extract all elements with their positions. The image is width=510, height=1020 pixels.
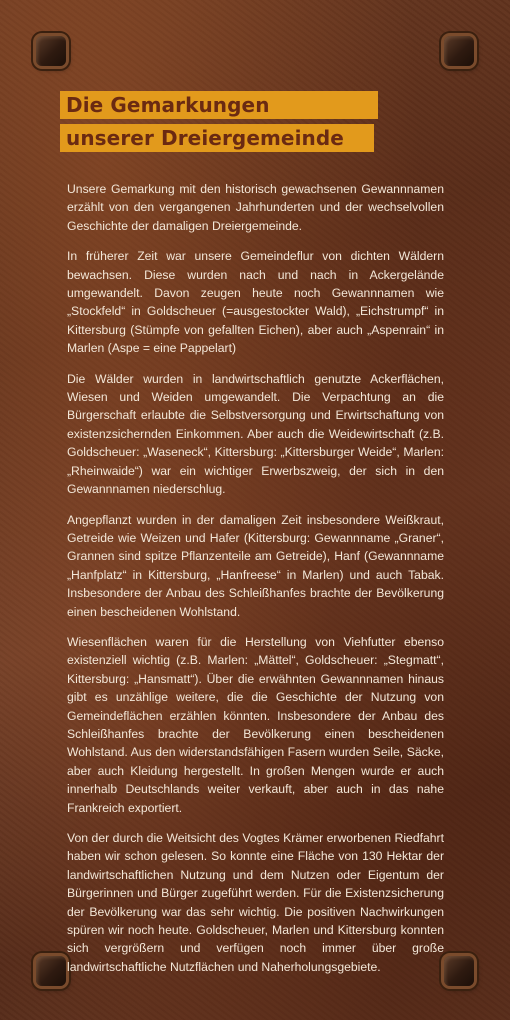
- title-band-line-1: [60, 91, 378, 119]
- body-text: [67, 180, 444, 988]
- paragraph-4: Angepflanzt wurden in der damaligen Zeit insbesondere Weißkraut, Getreide wie Weizen und Hafer (Kittersburg: Gewannname „Graner“, Grannen sind spitze Pflanzenteile am Getreide), Hanf (Gewannname „Hanfplatz“ in Kittersburg, „Hanfreese“ in Marlen) und auch Tabak. Insbesondere der Anbau des Schleißhanfes brachte der Bevölkerung einen bescheidenen Wohlstand.: [67, 512, 444, 619]
- corner-bolt-bottom-left-icon: [36, 956, 66, 986]
- paragraph-5: Wiesenflächen waren für die Herstellung von Viehfutter ebenso existenziell wichtig (z.B. Marlen: „Mättel“, Goldscheuer: „Stegmatt“, Kittersburg: „Hansmatt“). Über die erwähnten Gewannnamen hinaus gibt es unzählige weitere, die die Geschichte der Nutzung von Gemeindeflächen erzählen könnten. Insbesondere der Anbau des Schleißhanfes brachte der Bevölkerung einen bescheidenen Wohlstand. Aus den widerstandsfähigen Fasern wurden Seile, Säcke, aber auch Kleidung hergestellt. In großen Mengen wurde er auch innerhalb Deutschlands weiter verkauft, aber auch in das nahe Frankreich exportiert.: [67, 634, 444, 815]
- paragraph-1: Unsere Gemarkung mit den historisch gewachsenen Gewannnamen erzählt von den vergangenen Jahrhunderten und der wechselvollen Geschichte der damaligen Dreiergemeinde.: [67, 182, 444, 233]
- page-title-line-1: Die Gemarkungen: [66, 93, 270, 117]
- paragraph-6: Von der durch die Weitsicht des Vogtes Krämer erworbenen Riedfahrt haben wir schon gelesen. So konnte eine Fläche von 130 Hektar der landwirtschaftlichen Nutzung und dem Nutzen oder Eigentum der Bürgerinnen und Bürger zugeführt werden. Für die Existenzsicherung der Bevölkerung war das sehr wichtig. Die positiven Nachwirkungen spüren wir noch heute. Goldscheuer, Marlen und Kittersburg konnten sich vergrößern und verfügen noch immer über große landwirtschaftliche Nutzflächen und Naherholungsgebiete.: [67, 831, 444, 974]
- paragraph-3: Die Wälder wurden in landwirtschaftlich genutzte Ackerflächen, Wiesen und Weiden umgewandelt. Die Verpachtung an die Bürgerschaft erlaubte die Selbstversorgung und Erwirtschaftung von existenzsichernden Einkommen. Aber auch die Weidewirtschaft (z.B. Goldscheuer: „Waseneck“, Kittersburg: „Kittersburger Weide“, Marlen: „Rheinwaide“) war ein wichtiger Erwerbszweig, der sich in den Gewannnamen niederschlug.: [67, 371, 444, 497]
- title-band-line-2: [60, 124, 374, 152]
- corner-bolt-bottom-right-icon: [444, 956, 474, 986]
- corner-bolt-top-right-icon: [444, 36, 474, 66]
- paragraph-2: In früherer Zeit war unsere Gemeindeflur von dichten Wäldern bewachsen. Diese wurden nach und nach in Ackergelände umgewandelt. Davon zeugen heute noch Gewannnamen wie „Stockfeld“ in Goldscheuer (=ausgestockter Wald), „Eichstrumpf“ in Kittersburg (Stümpfe von gefallten Eichen), aber auch „Aspenrain“ in Marlen (Aspe = eine Pappelart): [67, 249, 444, 356]
- page-title-line-2: unserer Dreiergemeinde: [66, 126, 344, 150]
- corner-bolt-top-left-icon: [36, 36, 66, 66]
